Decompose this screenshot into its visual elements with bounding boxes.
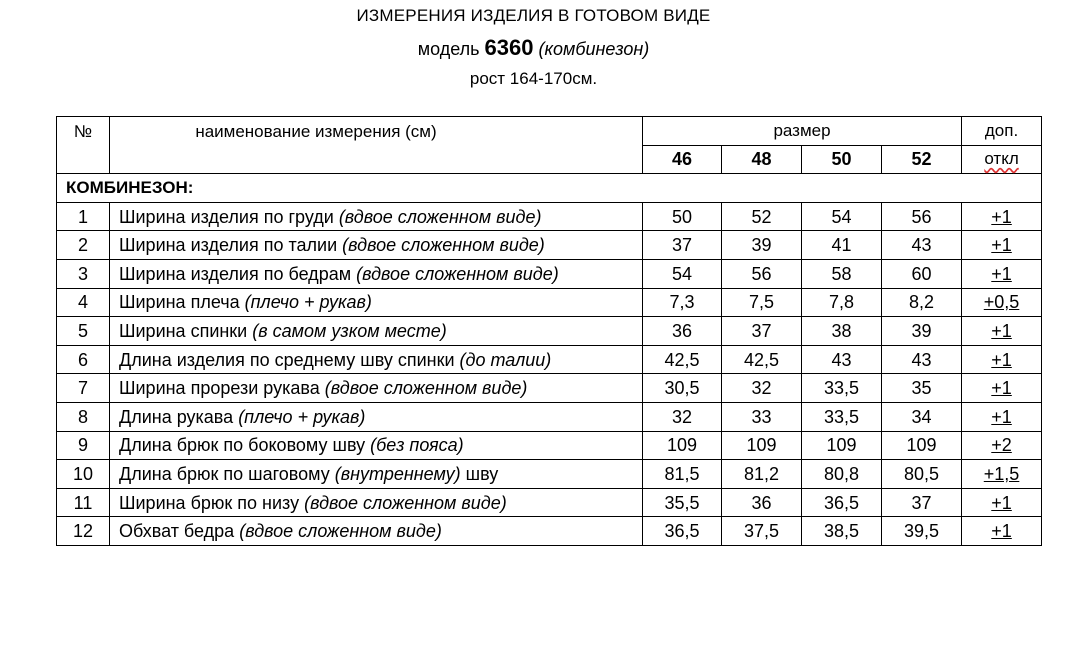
size-value-46: 7,3 xyxy=(643,288,722,317)
row-number: 7 xyxy=(57,374,110,403)
measurement-name xyxy=(110,259,643,288)
size-value-46: 81,5 xyxy=(643,460,722,489)
tolerance-cell xyxy=(962,202,1042,231)
measurement-name xyxy=(110,231,643,260)
tolerance-cell xyxy=(962,345,1042,374)
row-number: 10 xyxy=(57,460,110,489)
size-value-46: 42,5 xyxy=(643,345,722,374)
document-title: ИЗМЕРЕНИЯ ИЗДЕЛИЯ В ГОТОВОМ ВИДЕ xyxy=(356,6,711,25)
size-value-50: 54 xyxy=(802,202,882,231)
tolerance-value: +1 xyxy=(991,378,1012,399)
size-value-50: 38 xyxy=(802,317,882,346)
measurement-name xyxy=(110,402,643,431)
size-value-48: 37,5 xyxy=(722,517,802,546)
tolerance-value: +2 xyxy=(991,435,1012,456)
header-size-46: 46 xyxy=(643,145,722,174)
tolerance-value: +0,5 xyxy=(983,292,1020,313)
table-row xyxy=(57,317,1042,346)
header-measurement-name: наименование измерения (см) xyxy=(110,117,643,174)
size-value-50: 36,5 xyxy=(802,488,882,517)
header-size: размер xyxy=(643,117,962,146)
tolerance-cell xyxy=(962,317,1042,346)
tolerance-value: +1 xyxy=(991,320,1012,341)
size-value-46: 50 xyxy=(643,202,722,231)
size-value-50: 33,5 xyxy=(802,374,882,403)
size-value-52: 39 xyxy=(882,317,962,346)
size-value-46: 54 xyxy=(643,259,722,288)
table-row xyxy=(57,202,1042,231)
size-value-48: 52 xyxy=(722,202,802,231)
model-type: (комбинезон) xyxy=(538,39,650,59)
size-value-46: 30,5 xyxy=(643,374,722,403)
section-title: КОМБИНЕЗОН: xyxy=(57,174,1042,203)
measurement-note: (вдвое сложенном виде) xyxy=(338,206,542,227)
size-value-52: 8,2 xyxy=(882,288,962,317)
measurement-label: Ширина спинки xyxy=(119,320,248,341)
measurement-note: (плечо + рукав) xyxy=(238,406,366,427)
measurement-name xyxy=(110,345,643,374)
measurement-label: Ширина изделия по груди xyxy=(119,206,334,227)
row-number: 12 xyxy=(57,517,110,546)
measurements-table xyxy=(56,116,1042,546)
tolerance-cell xyxy=(962,460,1042,489)
size-value-52: 109 xyxy=(882,431,962,460)
size-value-48: 32 xyxy=(722,374,802,403)
measurement-note: (в самом узком месте) xyxy=(252,320,447,341)
header-num: № xyxy=(57,117,110,174)
table-row xyxy=(57,460,1042,489)
size-value-52: 35 xyxy=(882,374,962,403)
header-size-50: 50 xyxy=(802,145,882,174)
measurement-label: Обхват бедра xyxy=(119,521,235,542)
size-value-48: 37 xyxy=(722,317,802,346)
header-tolerance-1: доп. xyxy=(962,117,1042,146)
header-tolerance-2-text: откл xyxy=(984,149,1019,169)
model-line xyxy=(0,35,1067,61)
header-tolerance-2 xyxy=(962,145,1042,174)
size-value-48: 7,5 xyxy=(722,288,802,317)
size-value-46: 37 xyxy=(643,231,722,260)
table-row xyxy=(57,488,1042,517)
size-value-48: 39 xyxy=(722,231,802,260)
size-value-46: 109 xyxy=(643,431,722,460)
tolerance-value: +1 xyxy=(991,263,1012,284)
measurement-label: Ширина плеча xyxy=(119,292,240,313)
size-value-52: 39,5 xyxy=(882,517,962,546)
tolerance-value: +1 xyxy=(991,521,1012,542)
measurement-note: (до талии) xyxy=(459,349,552,370)
row-number: 2 xyxy=(57,231,110,260)
measurement-note: (вдвое сложенном виде) xyxy=(304,492,507,513)
size-value-46: 35,5 xyxy=(643,488,722,517)
header-size-48: 48 xyxy=(722,145,802,174)
size-value-50: 7,8 xyxy=(802,288,882,317)
tolerance-cell xyxy=(962,517,1042,546)
size-value-52: 37 xyxy=(882,488,962,517)
tolerance-value: +1 xyxy=(991,349,1012,370)
row-number: 4 xyxy=(57,288,110,317)
size-value-50: 109 xyxy=(802,431,882,460)
tolerance-cell xyxy=(962,259,1042,288)
table-row xyxy=(57,517,1042,546)
measurement-note: (вдвое сложенном виде) xyxy=(239,521,442,542)
tolerance-value: +1,5 xyxy=(983,463,1020,484)
measurement-label: Длина брюк по боковому шву xyxy=(119,435,366,456)
size-value-52: 80,5 xyxy=(882,460,962,489)
size-value-52: 34 xyxy=(882,402,962,431)
size-value-50: 80,8 xyxy=(802,460,882,489)
row-number: 11 xyxy=(57,488,110,517)
size-value-46: 36,5 xyxy=(643,517,722,546)
model-number: 6360 xyxy=(484,35,534,60)
size-value-52: 43 xyxy=(882,345,962,374)
table-row xyxy=(57,374,1042,403)
measurement-name xyxy=(110,488,643,517)
measurement-label: Длина рукава xyxy=(119,406,234,427)
measurement-note: (без пояса) xyxy=(370,435,464,456)
tolerance-value: +1 xyxy=(991,235,1012,256)
table-row xyxy=(57,288,1042,317)
size-value-48: 56 xyxy=(722,259,802,288)
measurement-name xyxy=(110,317,643,346)
measurement-note: (вдвое сложенном виде) xyxy=(356,263,559,284)
model-prefix: модель xyxy=(417,39,480,59)
tolerance-cell xyxy=(962,288,1042,317)
measurement-label: Ширина прорези рукава xyxy=(119,378,320,399)
measurement-note: (плечо + рукав) xyxy=(244,292,372,313)
size-value-50: 58 xyxy=(802,259,882,288)
size-value-48: 81,2 xyxy=(722,460,802,489)
size-value-48: 109 xyxy=(722,431,802,460)
tolerance-value: +1 xyxy=(991,492,1012,513)
row-number: 1 xyxy=(57,202,110,231)
tolerance-cell xyxy=(962,488,1042,517)
measurement-name xyxy=(110,202,643,231)
section-row xyxy=(57,174,1042,203)
measurement-label: Длина брюк по шаговому xyxy=(119,463,330,484)
row-number: 5 xyxy=(57,317,110,346)
tolerance-cell xyxy=(962,231,1042,260)
table-row xyxy=(57,402,1042,431)
size-value-48: 33 xyxy=(722,402,802,431)
table-row xyxy=(57,231,1042,260)
measurement-name xyxy=(110,460,643,489)
size-value-46: 32 xyxy=(643,402,722,431)
header-size-52: 52 xyxy=(882,145,962,174)
row-number: 6 xyxy=(57,345,110,374)
size-value-52: 60 xyxy=(882,259,962,288)
size-value-50: 43 xyxy=(802,345,882,374)
table-row xyxy=(57,345,1042,374)
measurement-label: Ширина брюк по низу xyxy=(119,492,300,513)
size-value-50: 33,5 xyxy=(802,402,882,431)
size-value-52: 56 xyxy=(882,202,962,231)
table-row xyxy=(57,259,1042,288)
measurement-label: Длина изделия по среднему шву спинки xyxy=(119,349,455,370)
size-value-50: 38,5 xyxy=(802,517,882,546)
measurement-name xyxy=(110,431,643,460)
tolerance-value: +1 xyxy=(991,406,1012,427)
tolerance-cell xyxy=(962,374,1042,403)
measurement-name xyxy=(110,374,643,403)
size-value-52: 43 xyxy=(882,231,962,260)
measurement-name xyxy=(110,517,643,546)
row-number: 3 xyxy=(57,259,110,288)
measurement-label: Ширина изделия по талии xyxy=(119,235,338,256)
measurement-note: (вдвое сложенном виде) xyxy=(324,378,528,399)
measurement-note: (вдвое сложенном виде) xyxy=(342,235,545,256)
size-value-48: 36 xyxy=(722,488,802,517)
size-value-46: 36 xyxy=(643,317,722,346)
row-number: 9 xyxy=(57,431,110,460)
measurement-label: Ширина изделия по бедрам xyxy=(119,263,352,284)
measurement-suffix: шву xyxy=(465,463,499,484)
size-value-48: 42,5 xyxy=(722,345,802,374)
table-row xyxy=(57,431,1042,460)
measurement-note: (внутреннему) xyxy=(334,463,461,484)
height-range: рост 164-170см. xyxy=(469,69,598,88)
size-value-50: 41 xyxy=(802,231,882,260)
header-row-1 xyxy=(57,117,1042,146)
row-number: 8 xyxy=(57,402,110,431)
tolerance-cell xyxy=(962,431,1042,460)
tolerance-cell xyxy=(962,402,1042,431)
tolerance-value: +1 xyxy=(991,206,1012,227)
measurement-name xyxy=(110,288,643,317)
